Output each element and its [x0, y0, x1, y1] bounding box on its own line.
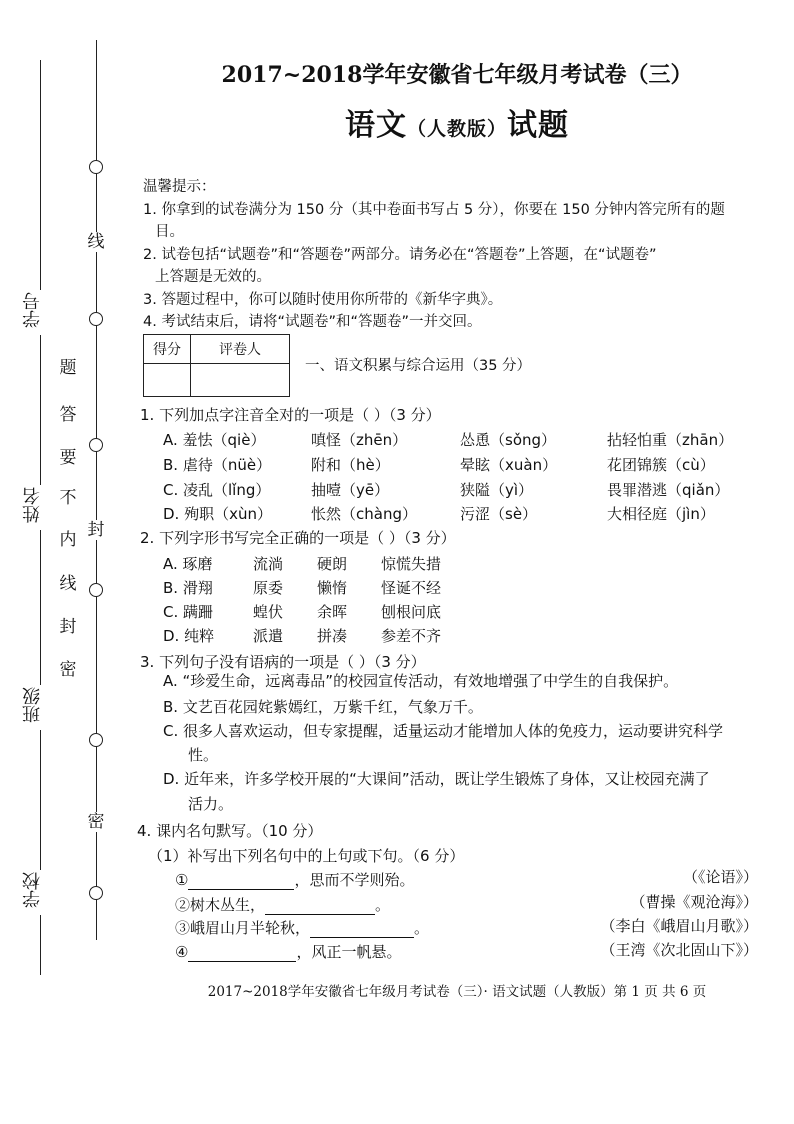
- score-table: [143, 334, 290, 397]
- grader-cell[interactable]: [191, 364, 290, 397]
- exam-title: 2017~2018学年安徽省七年级月考试卷（三）: [221, 62, 693, 88]
- q4-line-2-src: （曹操《观沧海》）: [630, 893, 758, 911]
- exam-subtitle: [120, 100, 794, 144]
- q2-a-3: 硬朗: [317, 555, 348, 573]
- warning-char: 密: [59, 660, 77, 680]
- score-cell[interactable]: [144, 364, 191, 397]
- answer-blank[interactable]: [188, 873, 294, 890]
- q1-c-4: 畏罪潜逃（qiǎn）: [607, 481, 730, 499]
- q1-d-3: 污涩（sè）: [460, 505, 538, 523]
- q3-option-a: A. “珍爱生命，远离毒品”的校园宣传活动，有效地增强了中学生的自我保护。: [163, 672, 679, 690]
- binding-char: 封: [84, 520, 108, 540]
- binding-char: 线: [84, 232, 108, 252]
- note-line: 2. 试卷包括“试题卷”和“答题卷”两部分。请务必在“答题卷”上答题，在“试题卷”: [143, 246, 657, 263]
- q3-option-c: C. 很多人喜欢运动，但专家提醒，适量运动才能增加人体的免疫力，运动要讲究科学: [163, 722, 724, 740]
- q3-option-b: B. 文艺百花园姹紫嫣红，万紫千红，气象万千。: [163, 698, 483, 716]
- q2-c-4: 刨根问底: [381, 603, 442, 621]
- q4-line-1-post: ，思而不学则殆。: [294, 871, 415, 889]
- notes-heading: 温馨提示：: [143, 179, 216, 195]
- question-1-stem: 1. 下列加点字注音全对的一项是（ ）（3 分）: [140, 406, 441, 424]
- note-line: 4. 考试结束后，请将“试题卷”和“答题卷”一并交回。: [143, 314, 482, 330]
- q2-d-3: 拼凑: [317, 627, 348, 645]
- q4-line-4: [175, 941, 401, 962]
- q1-c-2: 抽噎（yē）: [311, 481, 390, 499]
- grader-header: 评卷人: [191, 335, 290, 364]
- field-line: [40, 335, 41, 485]
- binding-hole: [89, 312, 103, 326]
- warning-char: 不: [59, 488, 77, 508]
- binding-hole: [89, 733, 103, 747]
- q4-line-3-pre: ③峨眉山月半轮秋，: [175, 919, 311, 937]
- field-line: [40, 60, 41, 290]
- q1-b-1: B. 虐待（nüè）: [163, 456, 272, 474]
- note-line: 上答题是无效的。: [155, 269, 271, 285]
- q1-c-3: 狭隘（yì）: [460, 481, 534, 499]
- q1-d-4: 大相径庭（jìn）: [607, 505, 715, 523]
- q4-line-3-post: 。: [414, 919, 430, 937]
- q4-line-4-pre: ④: [175, 943, 189, 961]
- warning-char: 题: [59, 358, 77, 378]
- q4-line-3-src: （李白《峨眉山月歌》）: [600, 917, 758, 935]
- q1-a-3: 怂恿（sǒng）: [460, 431, 557, 449]
- subtitle-end: 试题: [507, 108, 569, 143]
- q2-b-4: 怪诞不经: [381, 579, 442, 597]
- q2-a-2: 流淌: [253, 555, 284, 573]
- q2-d-4: 参差不齐: [381, 627, 442, 645]
- q1-b-4: 花团锦簇（cù）: [607, 456, 715, 474]
- answer-blank[interactable]: [188, 945, 296, 962]
- q4-line-2-post: 。: [375, 896, 391, 914]
- q2-a-4: 惊慌失措: [381, 555, 442, 573]
- warning-char: 线: [59, 574, 77, 594]
- field-school: 学校: [20, 870, 60, 910]
- note-line: 3. 答题过程中，你可以随时使用你所带的《新华字典》。: [143, 291, 503, 308]
- binding-hole: [89, 583, 103, 597]
- q2-b-3: 懒惰: [317, 579, 348, 597]
- q3-option-d: D. 近年来，许多学校开展的“大课间”活动，既让学生锻炼了身体，又让校园充满了: [163, 770, 710, 788]
- q3-option-c-cont: 性。: [188, 746, 219, 764]
- field-line: [40, 730, 41, 870]
- score-header: 得分: [144, 335, 191, 364]
- q2-d-2: 派遣: [253, 627, 284, 645]
- question-2-stem: 2. 下列字形书写完全正确的一项是（ ）（3 分）: [140, 529, 456, 547]
- q4-line-4-src: （王湾《次北固山下》）: [600, 941, 758, 959]
- q1-d-2: 怅然（chàng）: [311, 505, 417, 523]
- q2-b-2: 原委: [253, 579, 284, 597]
- subtitle-paren: （人教版）: [406, 118, 507, 140]
- q4-line-1-src: （《论语》）: [682, 868, 758, 886]
- q1-b-2: 附和（hè）: [311, 456, 390, 474]
- field-line: [40, 915, 41, 975]
- warning-char: 答: [59, 405, 77, 425]
- subtitle-main: 语文: [344, 108, 407, 143]
- section-heading: 一、语文积累与综合运用（35 分）: [305, 358, 532, 374]
- q1-a-1: A. 羞怯（qiè）: [163, 431, 266, 449]
- q4-line-1: [175, 869, 414, 890]
- q1-a-2: 嗔怪（zhēn）: [311, 431, 408, 449]
- question-3-stem: 3. 下列句子没有语病的一项是（ ）（3 分）: [140, 653, 426, 671]
- warning-char: 内: [59, 530, 77, 550]
- q2-c-3: 余晖: [317, 603, 348, 621]
- binding-char: 密: [84, 812, 108, 832]
- q2-c-1: C. 蹒跚: [163, 603, 214, 621]
- field-line: [40, 530, 41, 685]
- note-line: 1. 你拿到的试卷满分为 150 分（其中卷面书写占 5 分），你要在 150 分钟内答完所有的题: [143, 201, 725, 218]
- answer-blank[interactable]: [310, 921, 414, 938]
- q2-a-1: A. 琢磨: [163, 555, 213, 573]
- field-student-id: 学号: [20, 290, 60, 330]
- binding-hole: [89, 886, 103, 900]
- answer-blank[interactable]: [265, 898, 375, 915]
- q4-line-2: [175, 894, 390, 915]
- q4-sub1: （1）补写出下列名句中的上句或下句。（6 分）: [148, 847, 465, 865]
- binding-line: [96, 40, 97, 940]
- q2-c-2: 蝗伏: [253, 603, 284, 621]
- q1-b-3: 晕眩（xuàn）: [460, 456, 558, 474]
- note-line: 目。: [155, 224, 184, 240]
- notes-block: [143, 176, 773, 334]
- q2-d-1: D. 纯粹: [163, 627, 215, 645]
- warning-char: 封: [59, 617, 77, 637]
- field-class: 班级: [20, 685, 60, 725]
- q2-b-1: B. 滑翔: [163, 579, 213, 597]
- q4-line-2-pre: ②树木丛生，: [175, 896, 266, 914]
- q1-c-1: C. 凌乱（lǐng）: [163, 481, 271, 499]
- q1-d-1: D. 殉职（xùn）: [163, 505, 272, 523]
- warning-char: 要: [59, 448, 77, 468]
- q4-line-1-pre: ①: [175, 871, 189, 889]
- q4-line-4-post: ，风正一帆悬。: [296, 943, 402, 961]
- binding-hole: [89, 438, 103, 452]
- binding-hole: [89, 160, 103, 174]
- q1-a-4: 拈轻怕重（zhān）: [607, 431, 734, 449]
- page-footer: 2017~2018学年安徽省七年级月考试卷（三）· 语文试题（人教版）第 1 页 共 6 页: [207, 984, 707, 1000]
- q3-option-d-cont: 活力。: [188, 795, 234, 813]
- field-name: 姓名: [20, 485, 60, 525]
- question-4-stem: 4. 课内名句默写。（10 分）: [137, 822, 323, 840]
- q4-line-3: [175, 917, 429, 938]
